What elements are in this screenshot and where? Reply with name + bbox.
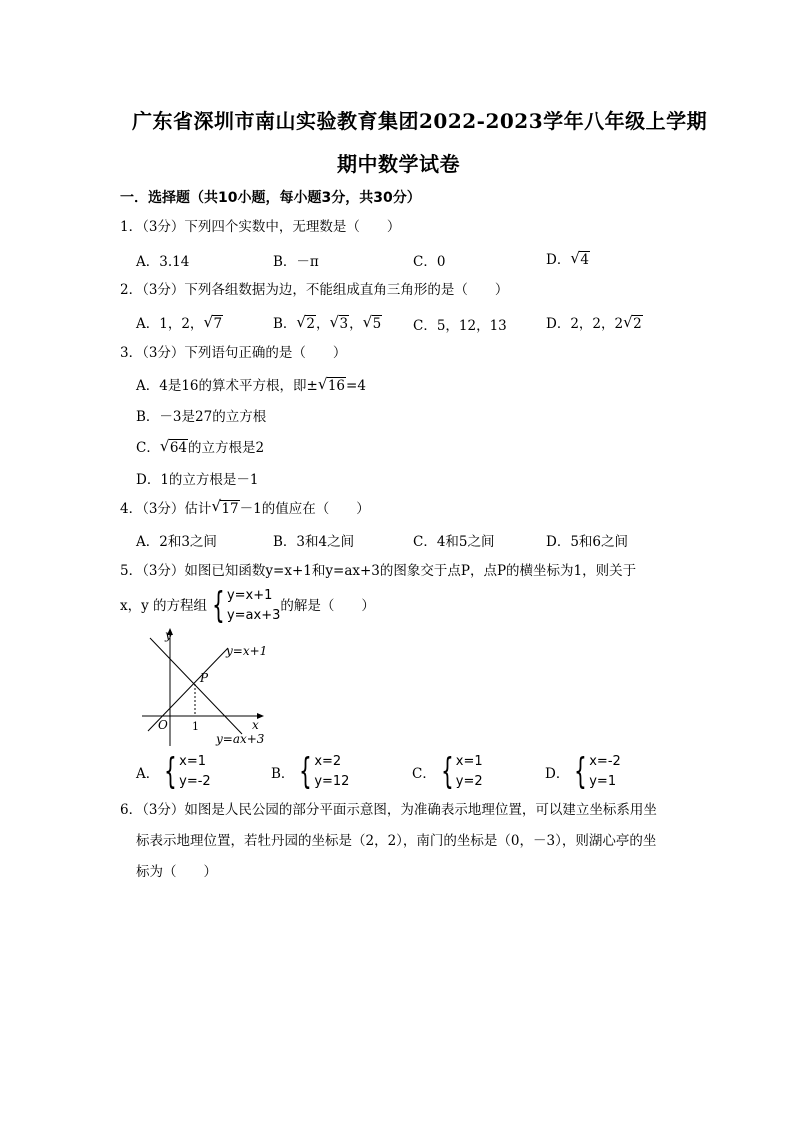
q3-option-c — [136, 436, 264, 456]
q3-option-a-suffix: =4 — [346, 378, 366, 394]
label-x: x — [252, 718, 259, 732]
q5-option-c-letter: C． — [412, 766, 436, 782]
q4-stem-prefix: 4．（3分）估计 — [120, 501, 212, 517]
q4-stem-suffix: －1的值应在（ ） — [239, 501, 370, 517]
label-line2: y=ax+3 — [216, 732, 265, 746]
question-1-stem: 1．（3分）下列四个实数中，无理数是（ ） — [120, 219, 401, 235]
q5-graph-figure — [138, 626, 278, 750]
q3-option-c-prefix: C． — [136, 440, 160, 456]
q1-option-d — [546, 248, 590, 268]
q5-option-d — [545, 752, 621, 792]
q5-option-d-letter: D． — [545, 766, 570, 782]
sqrt-symbol: √ 17 — [211, 497, 239, 517]
page-title: 广东省深圳市南山实验教育集团2022-2023学年八年级上学期 — [132, 109, 708, 133]
question-6-line2: 标表示地理位置，若牡丹园的坐标是（2，2），南门的坐标是（0，－3），则湖心亭的坐 — [136, 833, 657, 849]
question-4-stem — [120, 499, 370, 519]
q2-option-d — [546, 312, 643, 332]
q4-option-d: D．5和6之间 — [546, 534, 629, 550]
q3-option-d: D．1的立方根是－1 — [136, 472, 259, 488]
sqrt-symbol: √ 16 — [317, 375, 346, 394]
label-y: y — [165, 628, 172, 642]
q3-option-a — [136, 374, 366, 394]
q4-option-c: C．4和5之间 — [413, 534, 495, 550]
equation-system: x=2 y=12 — [314, 754, 350, 789]
equation-system: x=1 y=-2 — [179, 754, 211, 789]
brace-icon: { — [299, 751, 313, 792]
q3-option-c-suffix: 的立方根是2 — [188, 440, 265, 456]
q5-stem-line2-prefix: x，y 的方程组 — [120, 598, 208, 614]
q5-option-c — [412, 752, 483, 792]
separator: ， — [316, 316, 330, 332]
sqrt-symbol: √ 3 — [329, 313, 349, 332]
label-one: 1 — [192, 720, 199, 733]
page-title-line2: 期中数学试卷 — [337, 152, 460, 176]
equation-system: y=x+1 y=ax+3 — [226, 588, 281, 623]
brace-icon: { — [212, 585, 225, 626]
q1-option-b: B．－π — [273, 254, 319, 270]
q5-option-b — [271, 752, 349, 792]
q2-option-c: C．5，12，13 — [413, 318, 507, 334]
q2-option-b-prefix: B． — [273, 316, 297, 332]
equation-system: x=1 y=2 — [455, 754, 483, 789]
label-origin: O — [158, 718, 168, 732]
label-line1: y=x+1 — [226, 644, 268, 658]
brace-icon: { — [164, 751, 178, 792]
q5-option-b-letter: B． — [271, 766, 295, 782]
q3-option-a-prefix: A．4是16的算术平方根，即± — [136, 378, 318, 394]
label-p: P — [200, 671, 209, 685]
sqrt-symbol: √ 7 — [203, 313, 223, 332]
separator: ， — [349, 316, 363, 332]
question-5-stem-line2 — [120, 586, 375, 626]
sqrt-symbol: √ 2 — [623, 313, 642, 332]
question-5-stem-line1: 5．（3分）如图已知函数y=x+1和y=ax+3的图象交于点P，点P的横坐标为1，则关于 — [120, 563, 637, 579]
q3-option-b: B．－3是27的立方根 — [136, 409, 267, 425]
sqrt-symbol: √ 64 — [159, 437, 188, 456]
question-3-stem: 3．（3分）下列语句正确的是（ ） — [120, 345, 347, 361]
q1-option-c: C．0 — [413, 254, 446, 270]
sqrt-symbol: √ 5 — [362, 313, 382, 332]
q5-option-a — [136, 752, 211, 792]
q1-option-d-prefix: D． — [546, 252, 571, 268]
q2-option-d-prefix: D．2，2，2 — [546, 316, 624, 332]
q4-option-b: B．3和4之间 — [273, 534, 355, 550]
question-2-stem: 2．（3分）下列各组数据为边，不能组成直角三角形的是（ ） — [120, 282, 509, 298]
sqrt-symbol: √ 4 — [570, 249, 589, 268]
q2-option-a-prefix: A．1，2， — [136, 316, 204, 332]
q2-option-b — [273, 312, 382, 332]
equation-system: x=-2 y=1 — [589, 754, 621, 789]
brace-icon: { — [440, 751, 454, 792]
q5-stem-line2-suffix: 的解是（ ） — [280, 598, 375, 614]
brace-icon: { — [574, 751, 588, 792]
section-heading: 一．选择题（共10小题，每小题3分，共30分） — [120, 190, 421, 206]
question-6-line3: 标为（ ） — [136, 864, 217, 880]
sqrt-symbol: √ 2 — [296, 313, 316, 332]
q4-option-a: A．2和3之间 — [136, 534, 217, 550]
q1-option-a: A．3.14 — [136, 254, 190, 270]
q2-option-a — [136, 312, 223, 332]
question-6-line1: 6．（3分）如图是人民公园的部分平面示意图，为准确表示地理位置，可以建立坐标系用坐 — [120, 802, 657, 818]
q5-option-a-letter: A． — [136, 766, 160, 782]
